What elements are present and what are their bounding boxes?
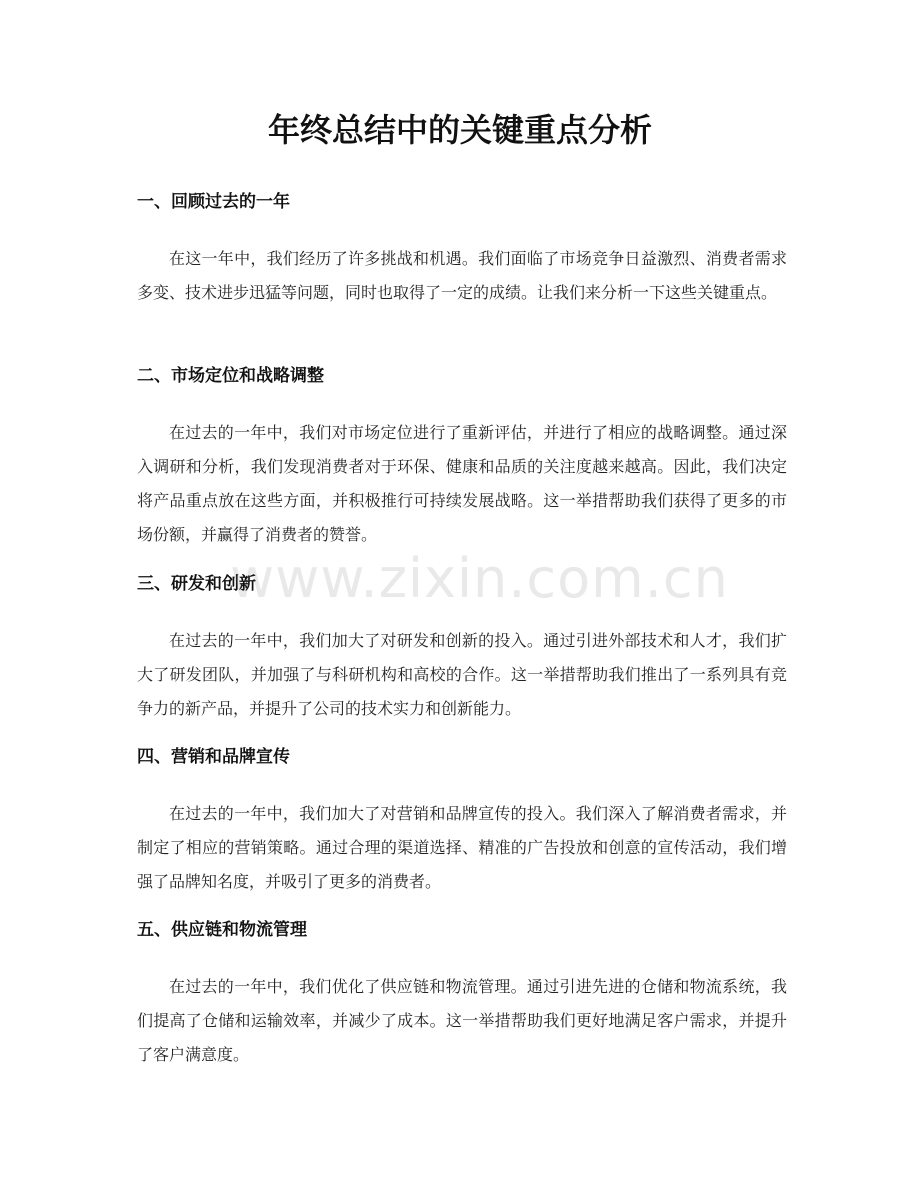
section-marketing-branding bbox=[137, 745, 787, 899]
section-paragraph: 在过去的一年中，我们加大了对研发和创新的投入。通过引进外部技术和人才，我们扩大了研发团队，并加强了与科研机构和高校的合作。这一举措帮助我们推出了一系列具有竞争力的新产品，并提升了公司的技术实力和创新能力。 bbox=[137, 631, 787, 718]
section-rnd-innovation bbox=[137, 572, 787, 726]
section-market-positioning bbox=[137, 364, 787, 552]
page-title: 年终总结中的关键重点分析 bbox=[267, 111, 652, 149]
section-review-past-year bbox=[137, 190, 787, 310]
section-heading: 五、供应链和物流管理 bbox=[137, 920, 307, 940]
section-paragraph: 在这一年中，我们经历了许多挑战和机遇。我们面临了市场竞争日益激烈、消费者需求多变、技术进步迅猛等问题，同时也取得了一定的成绩。让我们来分析一下这些关键重点。 bbox=[137, 249, 787, 302]
section-paragraph: 在过去的一年中，我们对市场定位进行了重新评估，并进行了相应的战略调整。通过深入调研和分析，我们发现消费者对于环保、健康和品质的关注度越来越高。因此，我们决定将产品重点放在这些方面，并积极推行可持续发展战略。这一举措帮助我们获得了更多的市场份额，并赢得了消费者的赞誉。 bbox=[137, 423, 787, 544]
section-heading: 一、回顾过去的一年 bbox=[137, 192, 290, 212]
section-paragraph: 在过去的一年中，我们优化了供应链和物流管理。通过引进先进的仓储和物流系统，我们提高了仓储和运输效率，并减少了成本。这一举措帮助我们更好地满足客户需求，并提升了客户满意度。 bbox=[137, 977, 787, 1064]
section-paragraph: 在过去的一年中，我们加大了对营销和品牌宣传的投入。我们深入了解消费者需求，并制定了相应的营销策略。通过合理的渠道选择、精准的广告投放和创意的宣传活动，我们增强了品牌知名度，并吸引了更多的消费者。 bbox=[137, 804, 787, 891]
section-heading: 三、研发和创新 bbox=[137, 574, 256, 594]
section-heading: 四、营销和品牌宣传 bbox=[137, 747, 290, 767]
section-supply-chain bbox=[137, 918, 787, 1072]
watermark: www.zixin.com.cn bbox=[230, 547, 729, 610]
section-heading: 二、市场定位和战略调整 bbox=[137, 366, 324, 386]
